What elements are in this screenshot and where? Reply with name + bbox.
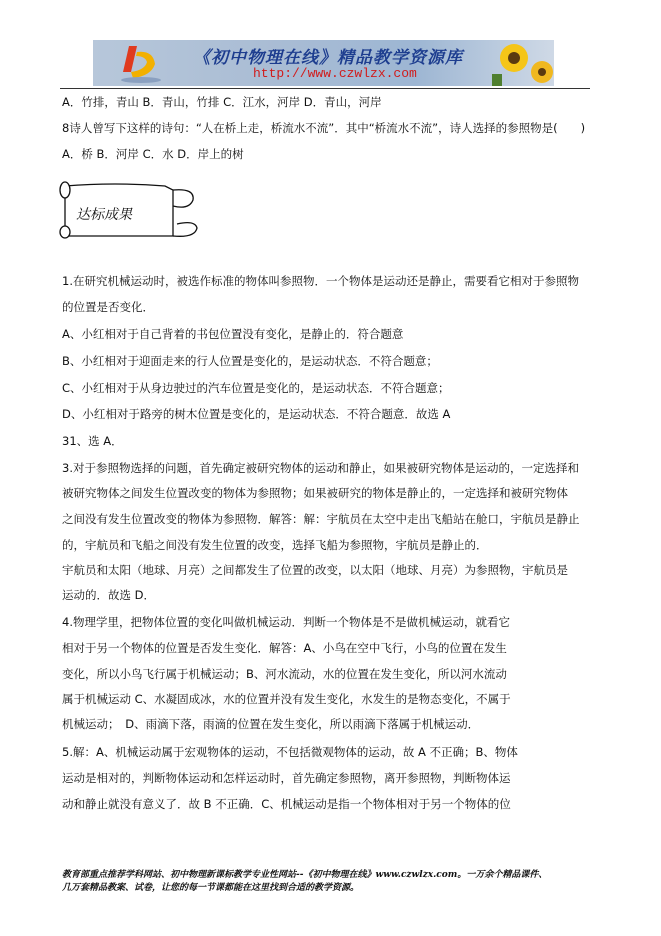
answer-line: 被研究物体之间发生位置改变的物体为参照物；如果被研究的物体是静止的，一定选择和被研究物体: [62, 486, 568, 500]
answer-line: 31、选 A．: [62, 434, 123, 448]
answer-line: 运动是相对的，判断物体运动和怎样运动时，首先确定参照物，离开参照物，判断物体运: [62, 771, 511, 785]
banner-url[interactable]: http://www.czwlzx.com: [253, 66, 417, 81]
answer-line: 的，宇航员和飞船之间没有发生位置的改变，选择飞船为参照物，宇航员是静止的．: [62, 538, 488, 552]
answer-line: 的位置是否变化．: [62, 300, 154, 314]
section-title: 达标成果: [76, 207, 132, 223]
sunflower-image: [484, 40, 554, 86]
answer-line: 机械运动； D、雨滴下落，雨滴的位置在发生变化，所以雨滴下落属于机械运动．: [62, 717, 480, 731]
answer-line: A、小红相对于自己背着的书包位置没有变化，是静止的．符合题意: [62, 327, 404, 341]
answer-line: C、小红相对于从身边驶过的汽车位置是变化的，是运动状态．不符合题意；: [62, 381, 450, 395]
footer-line: 几万套精品教案、试卷，让您的每一节课都能在这里找到合适的教学资源。: [62, 883, 360, 893]
options-line: A．桥 B．河岸 C．水 D．岸上的树: [62, 147, 244, 161]
options-line: A．竹排，青山 B．青山，竹排 C．江水，河岸 D．青山，河岸: [62, 95, 382, 109]
answer-line: 相对于另一个物体的位置是否发生变化．解答：A、小鸟在空中飞行，小鸟的位置在发生: [62, 641, 507, 655]
answer-line: 属于机械运动 C、水凝固成冰，水的位置并没有发生变化，水发生的是物态变化，不属于: [62, 692, 511, 706]
answer-line: 1.在研究机械运动时，被选作标准的物体叫参照物．一个物体是运动还是静止，需要看它相对于参照物: [62, 274, 579, 288]
site-logo-icon: [115, 42, 167, 84]
answer-line: 动和静止就没有意义了．故 B 不正确．C、机械运动是指一个物体相对于另一个物体的位: [62, 797, 511, 811]
answer-line: 5.解：A、机械运动属于宏观物体的运动，不包括微观物体的运动，故 A 不正确；B、物体: [62, 745, 518, 759]
banner-title: 《初中物理在线》精品教学资源库: [193, 48, 463, 68]
answer-line: B、小红相对于迎面走来的行人位置是变化的，是运动状态．不符合题意；: [62, 354, 438, 368]
answer-line: 运动的．故选 D．: [62, 588, 156, 602]
header-rule: [60, 88, 590, 89]
footer-line: 教育部重点推荐学科网站、初中物理新课标教学专业性网站--《初中物理在线》www.czwlzx.com。一万余个精品课件、: [62, 870, 548, 880]
answer-line: D、小红相对于路旁的树木位置是变化的，是运动状态．不符合题意．故选 A: [62, 407, 451, 421]
question-8: 8诗人曾写下这样的诗句：“人在桥上走，桥流水不流”．其中“桥流水不流”，诗人选择的参照物是( ): [62, 121, 586, 135]
site-banner: [93, 40, 554, 86]
answer-line: 之间没有发生位置改变的物体为参照物．解答：解：宇航员在太空中走出飞船站在舱口，宇航员是静止: [62, 512, 580, 526]
answer-line: 3.对于参照物选择的问题，首先确定被研究物体的运动和静止，如果被研究物体是运动的，一定选择和: [62, 461, 579, 475]
answer-line: 变化，所以小鸟飞行属于机械运动；B、河水流动，水的位置在发生变化，所以河水流动: [62, 667, 507, 681]
answer-line: 宇航员和太阳（地球、月亮）之间都发生了位置的改变，以太阳（地球、月亮）为参照物，宇航员是: [62, 563, 568, 577]
answer-line: 4.物理学里，把物体位置的变化叫做机械运动．判断一个物体是不是做机械运动，就看它: [62, 615, 510, 629]
